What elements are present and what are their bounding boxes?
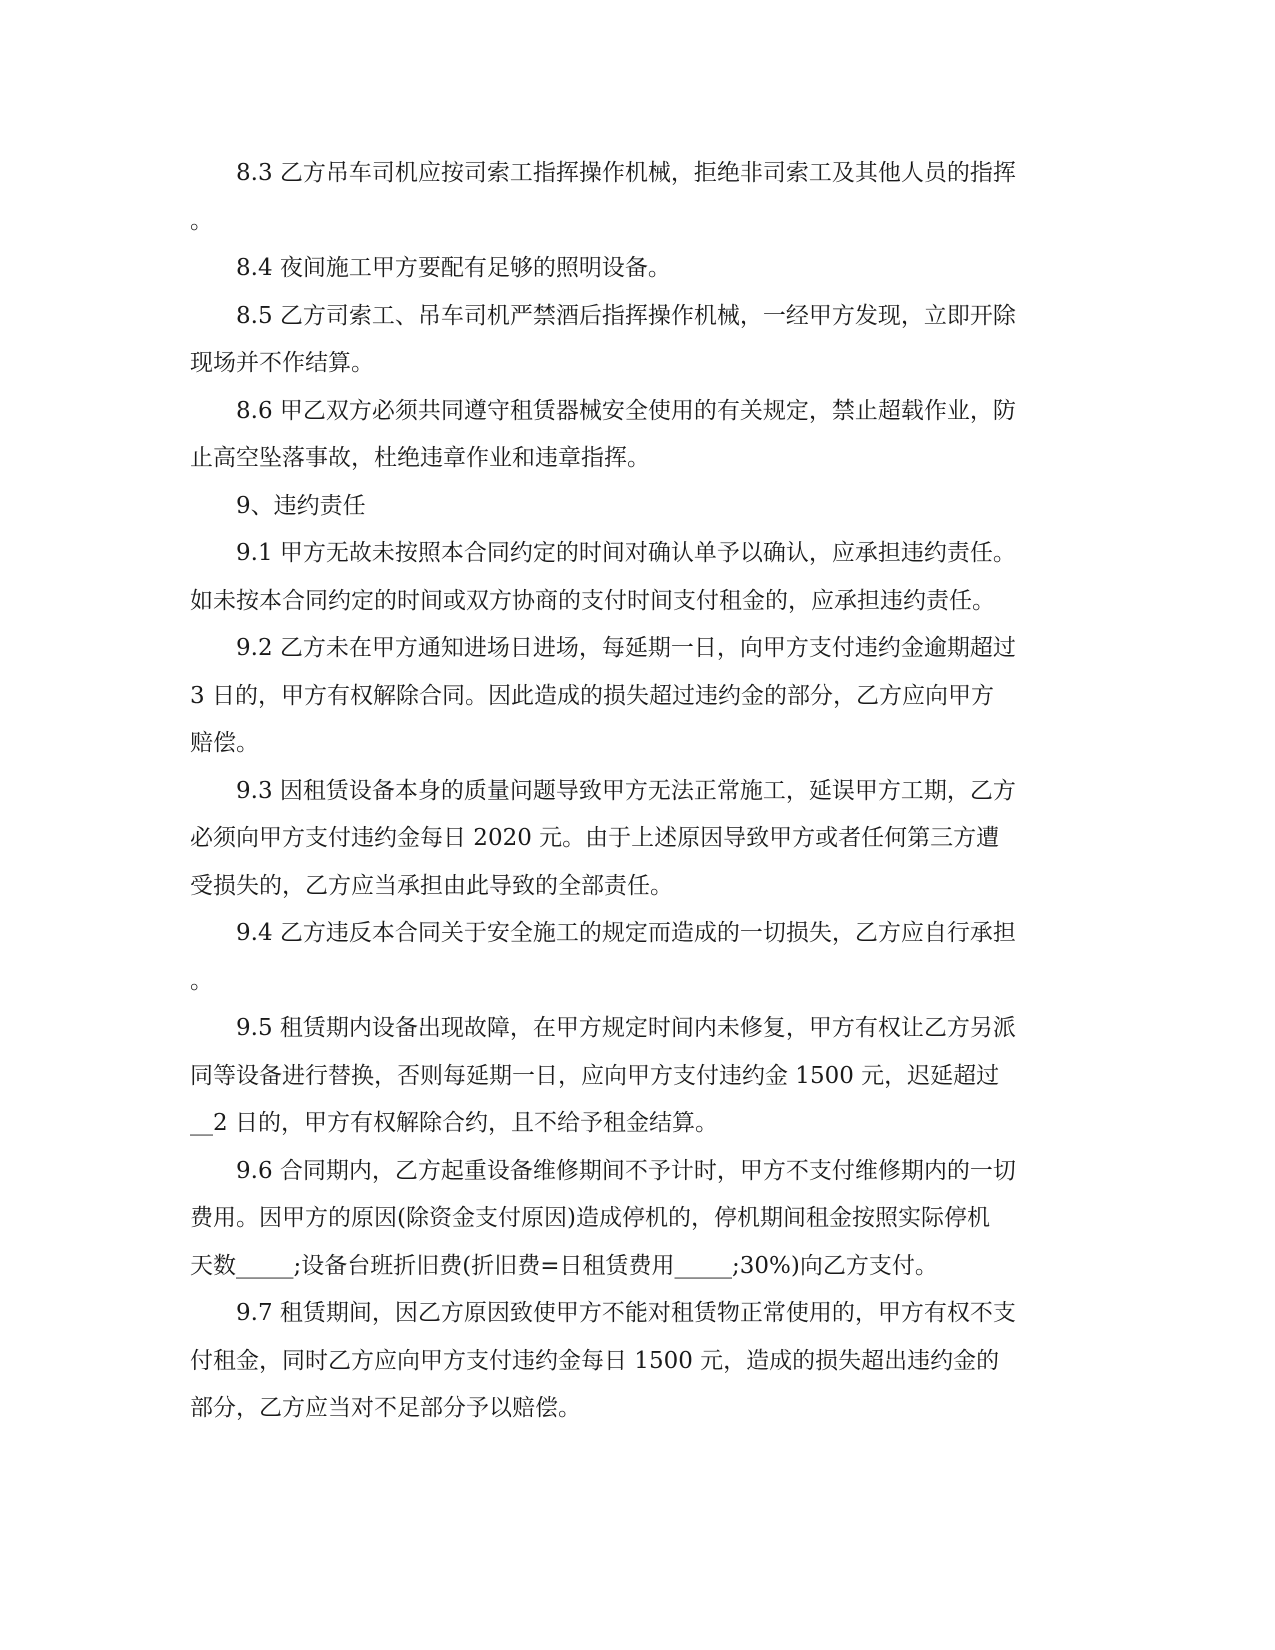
text-line: 8.4 夜间施工甲方要配有足够的照明设备。 — [236, 255, 671, 281]
text-line: 9.6 合同期内，乙方起重设备维修期间不予计时，甲方不支付维修期内的一切 — [236, 1157, 1016, 1184]
text-line: 如未按本合同约定的时间或双方协商的支付时间支付租金的，应承担违约责任。 — [190, 587, 995, 614]
clause-8-3 — [190, 150, 1080, 245]
text-line: 9.5 租赁期内设备出现故障，在甲方规定时间内未修复，甲方有权让乙方另派 — [236, 1015, 1016, 1041]
clause-8-6 — [190, 388, 1080, 483]
text-line: 现场并不作结算。 — [190, 350, 374, 376]
clause-9-2 — [190, 625, 1080, 768]
text-line: 8.3 乙方吊车司机应按司索工指挥操作机械，拒绝非司索工及其他人员的指挥 — [236, 160, 1016, 186]
text-line: 9.3 因租赁设备本身的质量问题导致甲方无法正常施工，延误甲方工期，乙方 — [236, 777, 1016, 804]
text-line: 。 — [190, 207, 213, 234]
contract-body — [190, 150, 1080, 1433]
clause-9-5 — [190, 1005, 1080, 1148]
clause-8-4 — [190, 245, 1080, 293]
text-line: 必须向甲方支付违约金每日 2020 元。由于上述原因导致甲方或者任何第三方遭 — [190, 825, 1000, 851]
text-line: 8.5 乙方司索工、吊车司机严禁酒后指挥操作机械，一经甲方发现，立即开除 — [236, 302, 1016, 329]
text-line: 9.2 乙方未在甲方通知进场日进场，每延期一日，向甲方支付违约金逾期超过 — [236, 635, 1016, 661]
text-line: __2 日的，甲方有权解除合约，且不给予租金结算。 — [190, 1110, 718, 1136]
clause-9-4 — [190, 910, 1080, 1005]
text-line: 止高空坠落事故，杜绝违章作业和违章指挥。 — [190, 445, 650, 471]
clause-8-5 — [190, 293, 1080, 388]
text-line: 天数_____;设备台班折旧费(折旧费=日租赁费用_____;30%)向乙方支付。 — [190, 1252, 938, 1279]
clause-9-6 — [190, 1148, 1080, 1291]
text-line: 9、违约责任 — [236, 492, 366, 519]
text-line: 。 — [190, 967, 213, 994]
clause-9-7 — [190, 1290, 1080, 1433]
text-line: 9.4 乙方违反本合同关于安全施工的规定而造成的一切损失，乙方应自行承担 — [236, 920, 1016, 946]
text-line: 付租金，同时乙方应向甲方支付违约金每日 1500 元，造成的损失超出违约金的 — [190, 1347, 1000, 1374]
text-line: 3 日的，甲方有权解除合同。因此造成的损失超过违约金的部分，乙方应向甲方 — [190, 682, 994, 709]
text-line: 8.6 甲乙双方必须共同遵守租赁器械安全使用的有关规定，禁止超载作业，防 — [236, 397, 1016, 424]
text-line: 9.7 租赁期间，因乙方原因致使甲方不能对租赁物正常使用的，甲方有权不支 — [236, 1300, 1016, 1326]
text-line: 同等设备进行替换，否则每延期一日，应向甲方支付违约金 1500 元，迟延超过 — [190, 1062, 1000, 1089]
text-line: 费用。因甲方的原因(除资金支付原因)造成停机的，停机期间租金按照实际停机 — [190, 1205, 990, 1231]
text-line: 受损失的，乙方应当承担由此导致的全部责任。 — [190, 872, 673, 899]
text-line: 9.1 甲方无故未按照本合同约定的时间对确认单予以确认，应承担违约责任。 — [236, 540, 1016, 566]
section-9-heading — [190, 483, 1080, 531]
text-line: 赔偿。 — [190, 730, 259, 756]
text-line: 部分，乙方应当对不足部分予以赔偿。 — [190, 1395, 581, 1421]
clause-9-1 — [190, 530, 1080, 625]
clause-9-3 — [190, 768, 1080, 911]
